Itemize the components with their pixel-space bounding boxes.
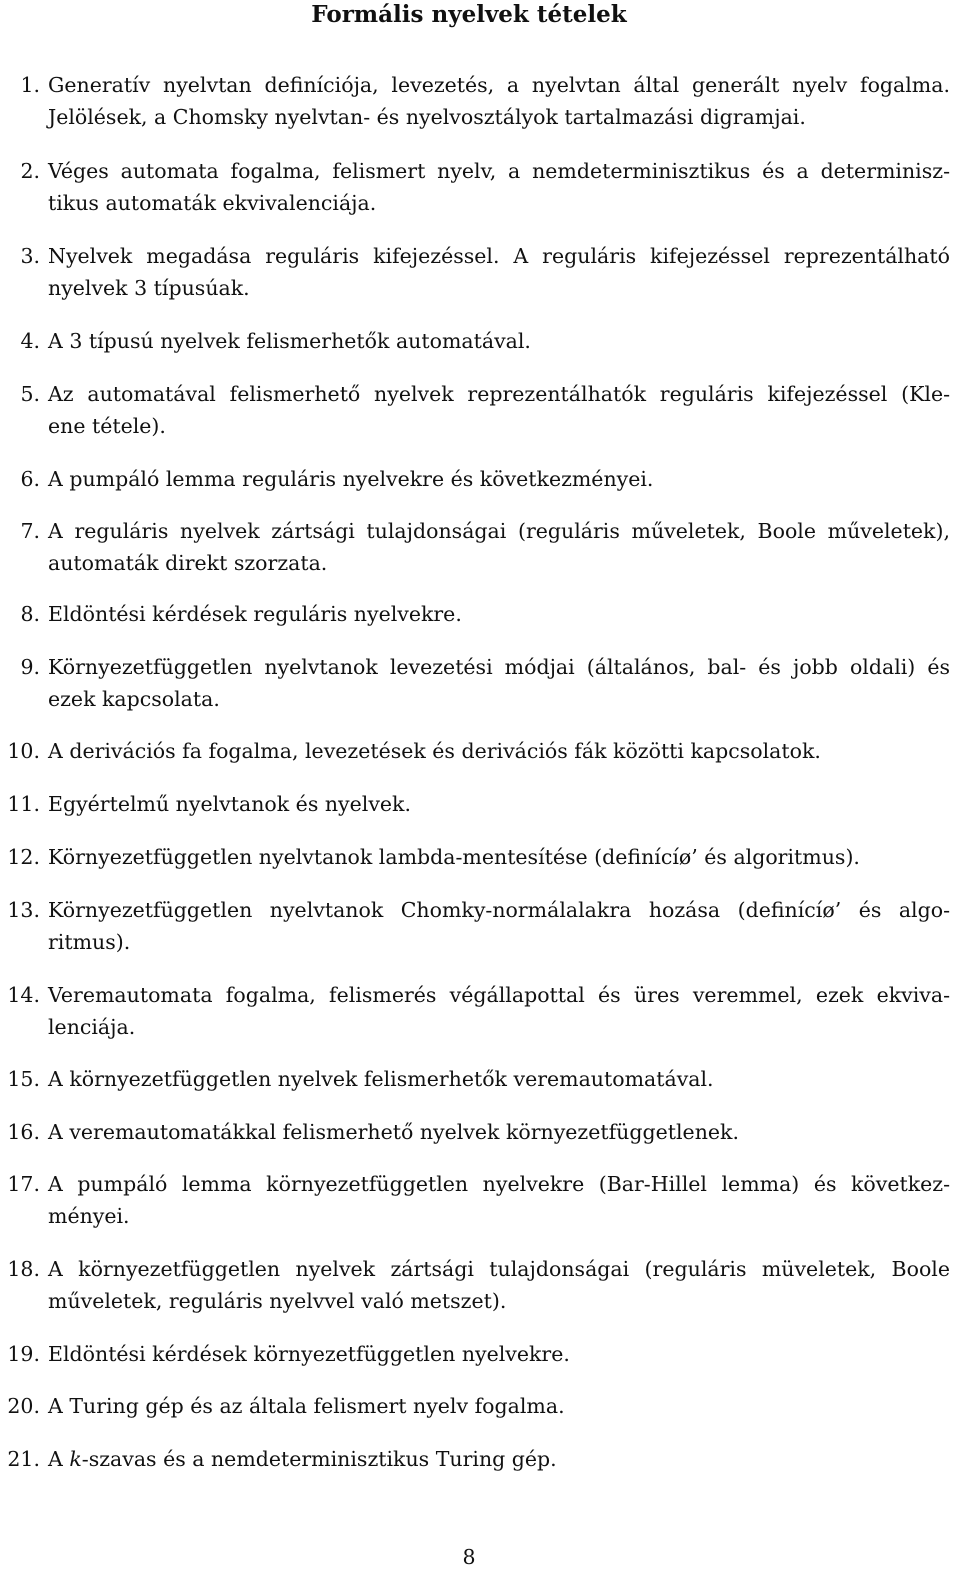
item-line: Környezetfüggetlen nyelvtanok lambda-mentesítése (definícíø’ és algoritmus). [48, 845, 860, 869]
item-number: 8. [20, 602, 40, 626]
item-line: Eldöntési kérdések reguláris nyelvekre. [48, 602, 462, 626]
item-text [48, 155, 950, 219]
item-number: 17. [7, 1172, 40, 1196]
item-number: 3. [20, 244, 40, 268]
item-number: 19. [7, 1342, 40, 1366]
item-line: A 3 típusú nyelvek felismerhetők automatával. [48, 329, 531, 353]
item-line: A veremautomatákkal felismerhető nyelvek környezetfüggetlenek. [48, 1120, 739, 1144]
item-number: 11. [7, 792, 40, 816]
page-number: 8 [462, 1545, 476, 1569]
item-text [48, 240, 950, 304]
item-text [48, 1063, 950, 1095]
item-number: 1. [20, 73, 40, 97]
item-line: A reguláris nyelvek zártsági tulajdonságai (reguláris műveletek, Boole műveletek), [48, 519, 950, 543]
item-text [48, 598, 950, 630]
item-line: Eldöntési kérdések környezetfüggetlen nyelvekre. [48, 1342, 570, 1366]
item-text [48, 651, 950, 715]
item-line: Környezetfüggetlen nyelvtanok Chomky-normálalakra hozása (definícíø’ és algo- [48, 898, 950, 922]
item-line: Nyelvek megadása reguláris kifejezéssel. A reguláris kifejezéssel reprezentálható [48, 244, 950, 268]
item-line: A pumpáló lemma reguláris nyelvekre és következményei. [48, 467, 654, 491]
item-line: Generatív nyelvtan definíciója, levezetés, a nyelvtan által generált nyelv fogalma. [48, 73, 950, 97]
item-text [48, 69, 950, 133]
item-text [48, 378, 950, 442]
item-number: 2. [20, 159, 40, 183]
item-number: 12. [7, 845, 40, 869]
item-line: A környezetfüggetlen nyelvek felismerhetők veremautomatával. [48, 1067, 714, 1091]
item-number: 5. [20, 382, 40, 406]
item-line: Jelölések, a Chomsky nyelvtan- és nyelvosztályok tartalmazási digramjai. [48, 105, 806, 129]
item-line: Az automatával felismerhető nyelvek reprezentálhatók reguláris kifejezéssel (Kle- [48, 382, 950, 406]
item-line: ene tétele). [48, 414, 166, 438]
item-line: A pumpáló lemma környezetfüggetlen nyelvekre (Bar-Hillel lemma) és következ- [48, 1172, 950, 1196]
item-text [48, 515, 950, 579]
item-number: 10. [7, 739, 40, 763]
item-text [48, 788, 950, 820]
item-text [48, 1253, 950, 1317]
item-line: lenciája. [48, 1015, 136, 1039]
item-text [48, 325, 950, 357]
item-line: ezek kapcsolata. [48, 687, 220, 711]
item-number: 13. [7, 898, 40, 922]
item-line: A Turing gép és az általa felismert nyelv fogalma. [48, 1394, 565, 1418]
item-text [48, 894, 950, 958]
item-text [48, 735, 950, 767]
item-number: 21. [7, 1447, 40, 1471]
item-line: A környezetfüggetlen nyelvek zártsági tulajdonságai (reguláris müveletek, Boole [48, 1257, 950, 1281]
item-line: tikus automaták ekvivalenciája. [48, 191, 377, 215]
item-line: Környezetfüggetlen nyelvtanok levezetési módjai (általános, bal- és jobb oldali) és [48, 655, 950, 679]
item-text [48, 1338, 950, 1370]
item-number: 16. [7, 1120, 40, 1144]
item-text [48, 1443, 950, 1475]
item-text [48, 1168, 950, 1232]
item-line: műveletek, reguláris nyelvvel való metszet). [48, 1289, 507, 1313]
item-text [48, 841, 950, 873]
item-number: 6. [20, 467, 40, 491]
item-line: automaták direkt szorzata. [48, 551, 328, 575]
item-line: Veremautomata fogalma, felismerés végállapottal és üres veremmel, ezek ekviva- [48, 983, 950, 1007]
item-number: 15. [7, 1067, 40, 1091]
item-number: 20. [7, 1394, 40, 1418]
item-line: Egyértelmű nyelvtanok és nyelvek. [48, 792, 411, 816]
item-line: ritmus). [48, 930, 131, 954]
item-text [48, 1390, 950, 1422]
item-line: ményei. [48, 1204, 130, 1228]
item-number: 4. [20, 329, 40, 353]
item-number: 14. [7, 983, 40, 1007]
item-line: Véges automata fogalma, felismert nyelv, a nemdeterminisztikus és a determinisz- [48, 159, 950, 183]
item-text [48, 1116, 950, 1148]
item-number: 7. [20, 519, 40, 543]
page-title: Formális nyelvek tételek [311, 1, 627, 28]
item-line: A derivációs fa fogalma, levezetések és derivációs fák közötti kapcsolatok. [48, 739, 821, 763]
item-number: 18. [7, 1257, 40, 1281]
item-line: A k-szavas és a nemdeterminisztikus Turing gép. [48, 1447, 557, 1471]
item-line: nyelvek 3 típusúak. [48, 276, 250, 300]
item-text [48, 463, 950, 495]
item-number: 9. [20, 655, 40, 679]
item-text [48, 979, 950, 1043]
